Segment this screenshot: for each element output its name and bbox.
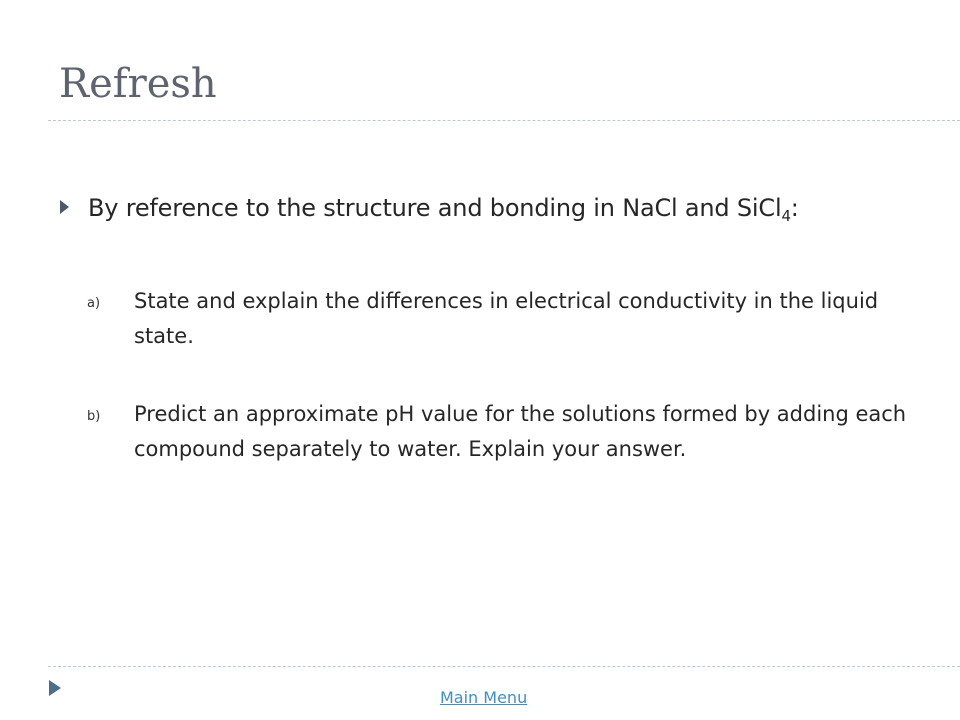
slide-content	[56, 186, 916, 467]
main-bullet-suffix: :	[790, 194, 799, 222]
subscript-four: 4	[781, 207, 791, 225]
bullet-triangle-icon	[60, 200, 69, 214]
main-bullet-text: By reference to the structure and bonding in NaCl and SiCl	[88, 194, 782, 222]
slide-title: Refresh	[59, 61, 217, 107]
next-slide-arrow-icon[interactable]	[49, 680, 61, 696]
title-divider	[48, 120, 960, 121]
footer-divider	[48, 666, 960, 667]
main-menu-link[interactable]: Main Menu	[440, 688, 528, 707]
sub-question-a-marker: a)	[87, 296, 101, 311]
sub-question-a-text: State and explain the differences in electrical conductivity in the liquid state.	[134, 289, 879, 348]
sub-question-b-marker: b)	[87, 409, 101, 424]
sub-question-list	[56, 284, 916, 467]
sub-question-a	[56, 284, 916, 354]
sub-question-b	[56, 397, 916, 467]
sub-question-b-text: Predict an approximate pH value for the solutions formed by adding each compound separately to water. Explain your answer.	[134, 402, 907, 461]
main-bullet	[56, 186, 916, 230]
